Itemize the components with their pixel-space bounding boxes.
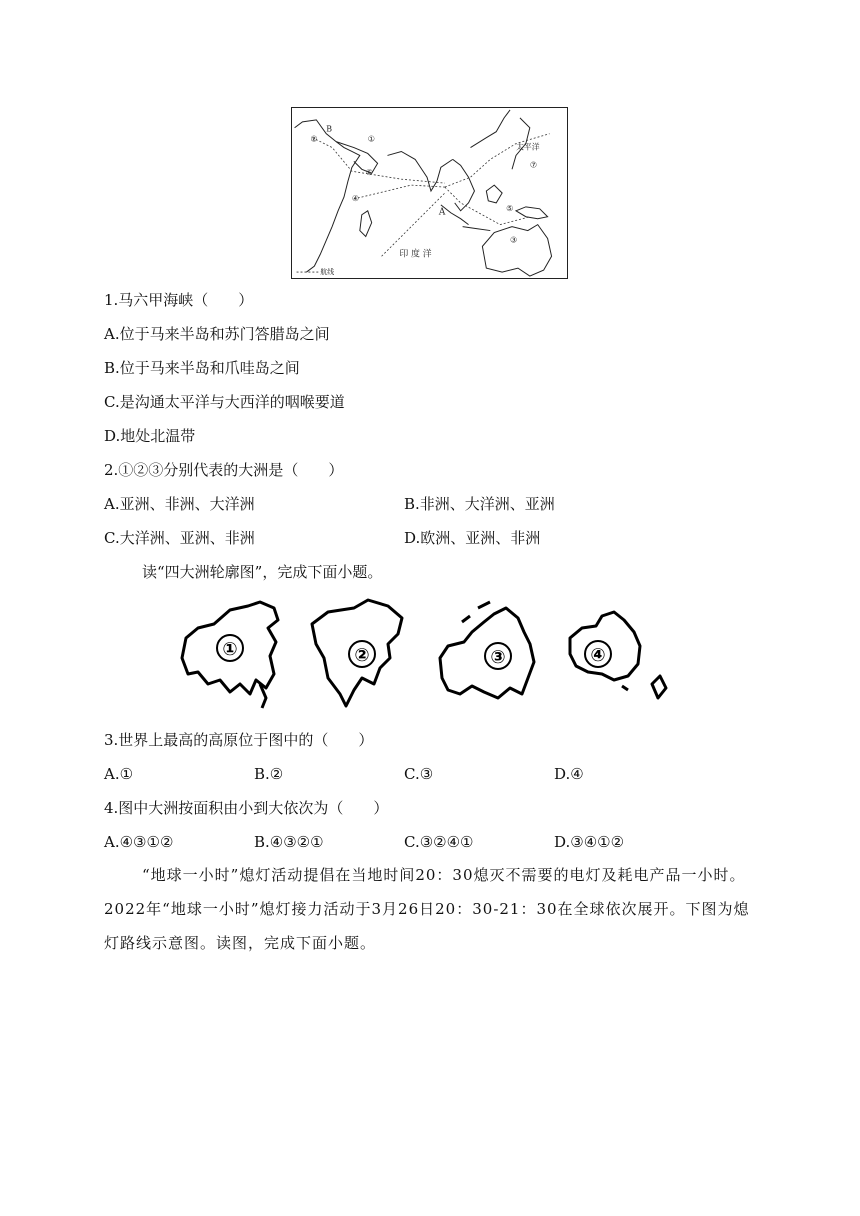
earth-hour-intro: “地球一小时”熄灯活动提倡在当地时间20：30熄灭不需要的电灯及耗电产品一小时。2022年“地球一小时”熄灯接力活动于3月26日20：30-21：30在全球依次展开。下图为熄灯路线示意图。读图，完成下面小题。 — [104, 866, 750, 952]
map-label-5: ⑤ — [506, 203, 514, 213]
q3-option-a: A.① — [104, 765, 134, 783]
q1-option-b: B.位于马来半岛和爪哇岛之间 — [104, 359, 300, 377]
new-guinea-coast — [516, 207, 548, 219]
route-africa — [354, 185, 445, 199]
q2-stem: 2.①②③分别代表的大洲是（ ） — [104, 461, 344, 479]
q1-option-d: D.地处北温带 — [104, 427, 196, 445]
map-label-2: ② — [310, 134, 318, 144]
oceania-islands — [622, 676, 666, 698]
borneo-coast — [486, 185, 502, 203]
q1-option-a: A.位于马来半岛和苏门答腊岛之间 — [104, 325, 330, 343]
q2-option-b: B.非洲、大洋洲、亚洲 — [404, 495, 555, 513]
q3-stem: 3.世界上最高的高原位于图中的（ ） — [104, 731, 374, 749]
q3-option-b: B.② — [254, 765, 284, 783]
continent-label-3: ③ — [490, 647, 506, 668]
continent-label-4: ④ — [590, 645, 606, 666]
q4-stem: 4.图中大洲按面积由小到大依次为（ ） — [104, 799, 389, 817]
route-australia — [445, 187, 530, 225]
label-b: B — [326, 124, 333, 134]
continent-outlines-svg — [178, 598, 698, 716]
q4-option-d: D.③④①② — [554, 833, 625, 851]
route-red-sea — [312, 138, 444, 183]
map-label-1: ① — [367, 134, 375, 144]
q1-option-c: C.是沟通太平洋与大西洋的咽喉要道 — [104, 393, 345, 411]
continent-label-1: ① — [222, 639, 238, 660]
q3-option-d: D.④ — [554, 765, 584, 783]
q4-option-b: B.④③②① — [254, 833, 324, 851]
shipping-route-map — [291, 107, 568, 279]
africa-coast — [295, 120, 360, 272]
india-coast — [387, 151, 452, 191]
java-coast — [463, 227, 491, 231]
map-label-7: ⑦ — [529, 160, 537, 170]
shipping-route-map-svg — [292, 108, 567, 278]
label-pacific: 太平洋 — [515, 142, 540, 152]
continent-outlines-figure — [178, 598, 698, 716]
legend-label: 航线 — [320, 268, 335, 277]
q2-option-d: D.欧洲、亚洲、非洲 — [404, 529, 541, 547]
q3-option-c: C.③ — [404, 765, 434, 783]
continents-intro: 读“四大洲轮廓图”，完成下面小题。 — [142, 563, 383, 581]
label-indian-ocean: 印 度 洋 — [399, 249, 432, 260]
map-label-4: ④ — [351, 193, 359, 203]
continent-europe-outline — [440, 608, 534, 698]
southeast-asia-coast — [453, 110, 510, 211]
q1-stem: 1.马六甲海峡（ ） — [104, 291, 254, 309]
q4-option-c: C.③②④① — [404, 833, 474, 851]
map-label-3: ③ — [510, 235, 518, 245]
continent-label-2: ② — [354, 645, 370, 666]
route-cape — [382, 193, 445, 256]
label-a: A — [438, 207, 446, 218]
q2-option-a: A.亚洲、非洲、大洋洲 — [104, 495, 255, 513]
australia-coast — [482, 225, 551, 276]
q2-option-c: C.大洋洲、亚洲、非洲 — [104, 529, 255, 547]
q4-option-a: A.④③①② — [104, 833, 174, 851]
map-label-6: ⑥ — [365, 168, 373, 178]
madagascar-coast — [360, 211, 372, 237]
